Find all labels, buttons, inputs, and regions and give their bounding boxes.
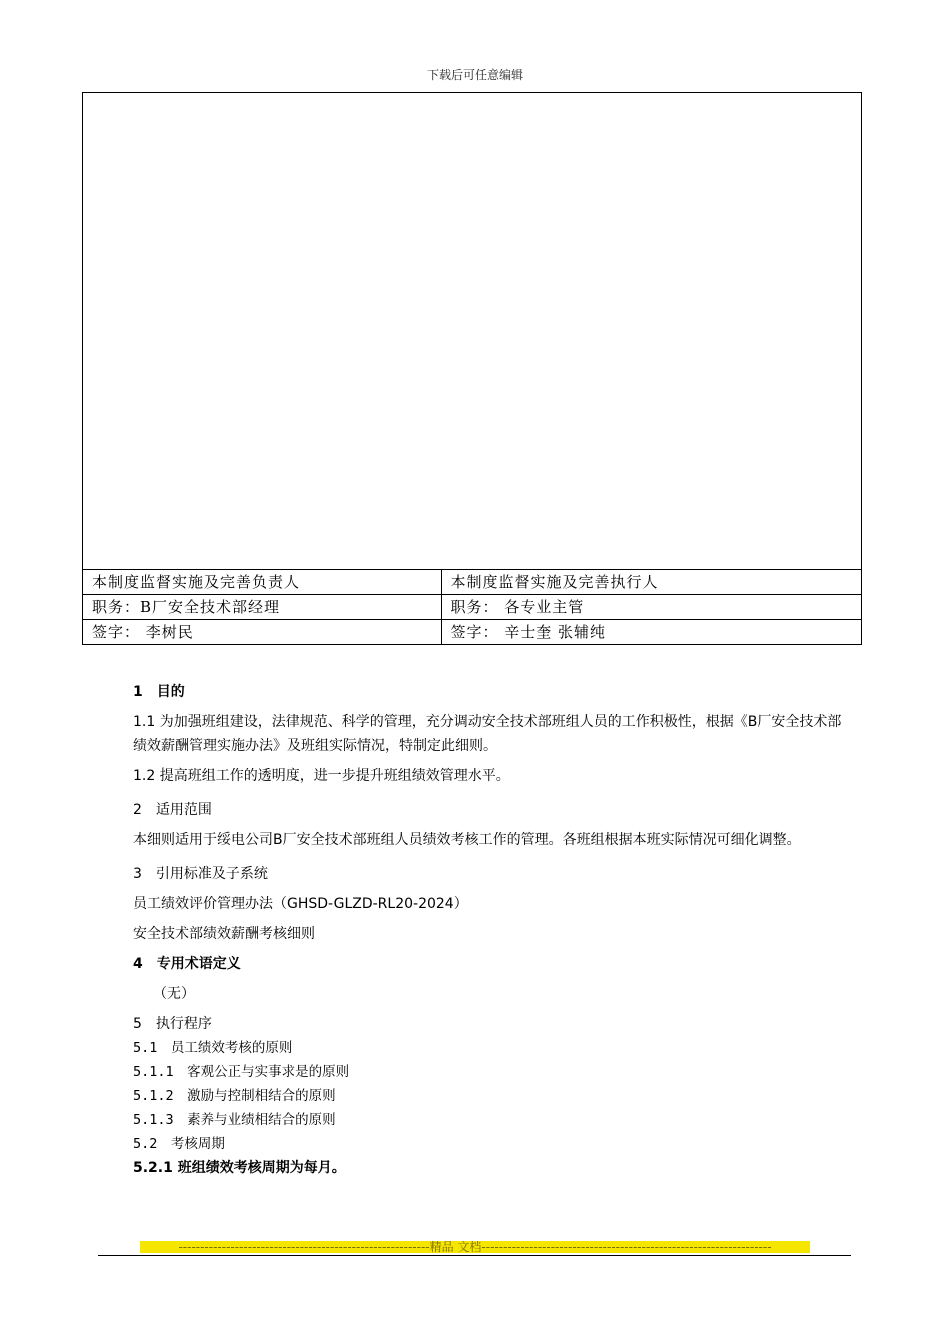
section-2-title: 2 适用范围 xyxy=(133,802,212,818)
section-5-1: 5.1 员工绩效考核的原则 xyxy=(133,1040,293,1056)
responsible-signature: 签字： 李树民 xyxy=(83,619,441,644)
section-5-1-3: 5.1.3 素养与业绩相结合的原则 xyxy=(133,1112,336,1128)
table-row xyxy=(83,594,861,619)
table-row xyxy=(83,569,861,594)
table-row xyxy=(83,619,861,644)
section-5-title: 5 执行程序 xyxy=(133,1016,212,1032)
section-3-title: 3 引用标准及子系统 xyxy=(133,866,268,882)
section-1-2: 1.2 提高班组工作的透明度，进一步提升班组绩效管理水平。 xyxy=(133,768,510,784)
responsible-heading: 本制度监督实施及完善负责人 xyxy=(83,569,441,594)
document-body xyxy=(133,680,853,1180)
section-1-title: 1 目的 xyxy=(133,684,185,700)
header-note: 下载后可任意编辑 xyxy=(426,68,523,82)
section-2-text: 本细则适用于绥电公司B厂安全技术部班组人员绩效考核工作的管理。各班组根据本班实际情况可细化调整。 xyxy=(133,832,801,848)
section-4-title: 4 专用术语定义 xyxy=(133,956,241,972)
section-5-1-1: 5.1.1 客观公正与实事求是的原则 xyxy=(133,1064,350,1080)
section-5-1-2: 5.1.2 激励与控制相结合的原则 xyxy=(133,1088,336,1104)
responsible-position: 职务：B厂安全技术部经理 xyxy=(83,594,441,619)
executor-signature: 签字： 辛士奎 张辅纯 xyxy=(441,619,861,644)
section-5-2: 5.2 考核周期 xyxy=(133,1136,225,1152)
section-3-item-1: 员工绩效评价管理办法（GHSD-GLZD-RL20-2024） xyxy=(133,896,468,912)
footer-divider xyxy=(98,1255,851,1256)
signature-table xyxy=(83,569,861,645)
executor-position: 职务： 各专业主管 xyxy=(441,594,861,619)
section-4-text: （无） xyxy=(153,986,195,1002)
executor-heading: 本制度监督实施及完善执行人 xyxy=(441,569,861,594)
section-1-1: 1.1 为加强班组建设，法律规范、科学的管理，充分调动安全技术部班组人员的工作积极性，根据《B厂安全技术部绩效薪酬管理实施办法》及班组实际情况，特制定此细则。 xyxy=(133,714,842,754)
section-5-2-1: 5.2.1 班组绩效考核周期为每月。 xyxy=(133,1160,346,1176)
document-frame xyxy=(82,92,862,645)
footer-text: ----------------------------------------------------------精品 文档------------------------------------------------------------------- xyxy=(178,1240,772,1254)
section-3-item-2: 安全技术部绩效薪酬考核细则 xyxy=(133,926,315,942)
